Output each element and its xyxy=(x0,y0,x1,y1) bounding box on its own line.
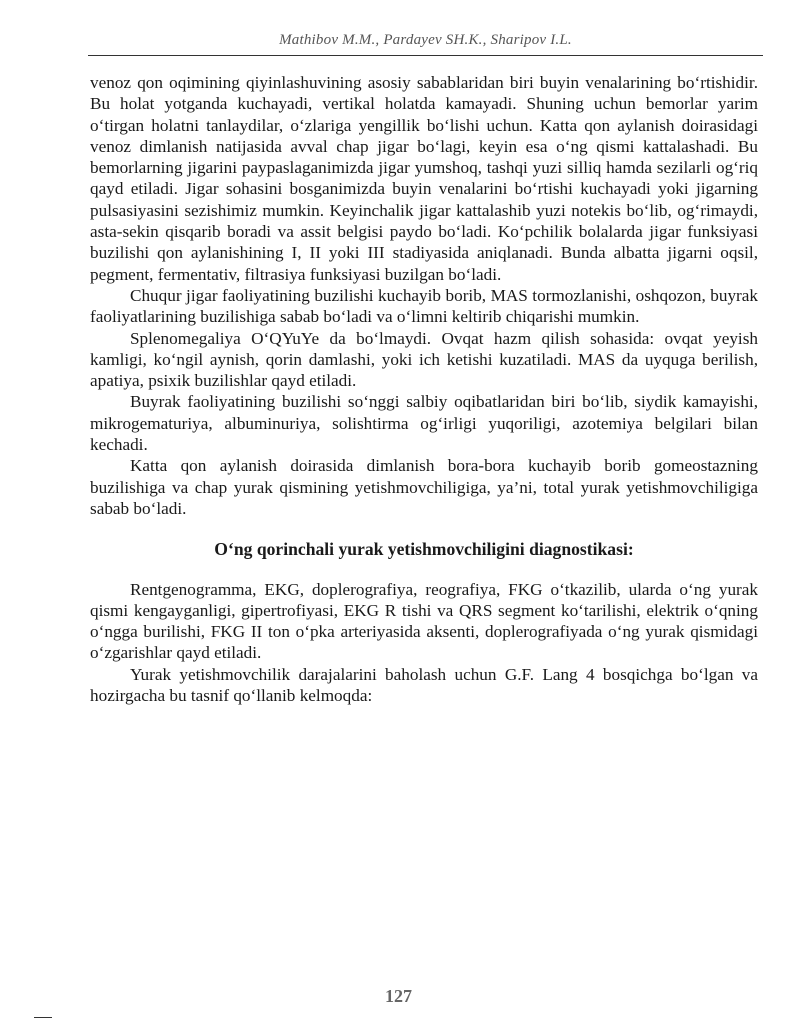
paragraph: venoz qon oqimining qiyinlashuvining asosiy sabablaridan biri buyin venalarining bo‘rtishidir. Bu holat yotganda kuchayadi, vertikal holatda kamayadi. Shuning uchun bemorlar yarim o‘tirgan holatni tanlaydilar, o‘zlariga yengillik bo‘lishi uchun. Katta qon aylanish doirasidagi venoz dimlanish natijasida avval chap jigar bo‘lagi, keyin esa o‘ng qismi kattalashadi. Bu bemorlarning jigarini paypaslaganimizda jigar yumshoq, tashqi yuzi silliq hamda sezilarli og‘riq qayd etiladi. Jigar sohasini bosganimizda buyin venalarini bo‘rtishi kuchayadi yoki jigarning pulsasiyasini sezishimiz mumkin. Keyinchalik jigar kattalashib yuzi notekis bo‘lib, og‘rimaydi, asta-sekin qisqarib boradi va assit belgisi paydo bo‘ladi. Ko‘pchilik bolalarda jigar funksiyasi buzilishi qon aylanishining I, II yoki III stadiyasida aniqlanadi. Bunda albatta jigarni oqsil, pegment, fermentativ, filtrasiya funksiyasi buzilgan bo‘ladi. xyxy=(90,73,758,284)
paragraph: Buyrak faoliyatining buzilishi so‘nggi salbiy oqibatlaridan biri bo‘lib, siydik kamayishi, mikrogematuriya, albuminuriya, solishtirma og‘irligi yuqoriligi, azotemiya belgilari bilan kechadi. xyxy=(90,392,758,455)
paragraph: Yurak yetishmovchilik darajalarini baholash uchun G.F. Lang 4 bosqichga bo‘lgan va hozirgacha bu tasnif qo‘llanib kelmoqda: xyxy=(90,664,758,706)
paragraph: Chuqur jigar faoliyatining buzilishi kuchayib borib, MAS tormozlanishi, oshqozon, buyrak faoliyatlarining buzilishiga sabab bo‘ladi va o‘limni keltirib chiqarishi mumkin. xyxy=(90,285,758,327)
page-body xyxy=(90,72,758,706)
paragraph: Rentgenogramma, EKG, doplerografiya, reografiya, FKG o‘tkazilib, ularda o‘ng yurak qismi kengayganligi, gipertrofiyasi, EKG R tishi va QRS segment ko‘tarilishi, elektrik o‘qning o‘ngga burilishi, FKG II ton o‘pka arteriyasida aksenti, doplerografiyada o‘ng yurak qismidagi o‘zgarishlar qayd etiladi. xyxy=(90,579,758,663)
section-heading: O‘ng qorinchali yurak yetishmovchiligini diagnostikasi: xyxy=(214,539,634,560)
paragraph: Katta qon aylanish doirasida dimlanish bora-bora kuchayib borib gomeostazning buzilishiga va chap yurak qismining yetishmovchiligiga, ya’ni, total yurak yetishmovchiligiga sabab bo‘ladi. xyxy=(90,456,758,518)
page-number: 127 xyxy=(385,986,412,1006)
running-header: Mathibov M.M., Pardayev SH.K., Sharipov I.L. xyxy=(279,32,572,48)
header-divider xyxy=(88,55,763,56)
paragraph: Splenomegaliya O‘QYuYe da bo‘lmaydi. Ovqat hazm qilish sohasida: ovqat yeyish kamligi, ko‘ngil aynish, qorin damlashi, yoki ich ketishi kuzatiladi. MAS da uyquga berilish, apatiya, psixik buzilishlar qayd etiladi. xyxy=(90,328,758,391)
corner-mark xyxy=(34,1017,52,1018)
